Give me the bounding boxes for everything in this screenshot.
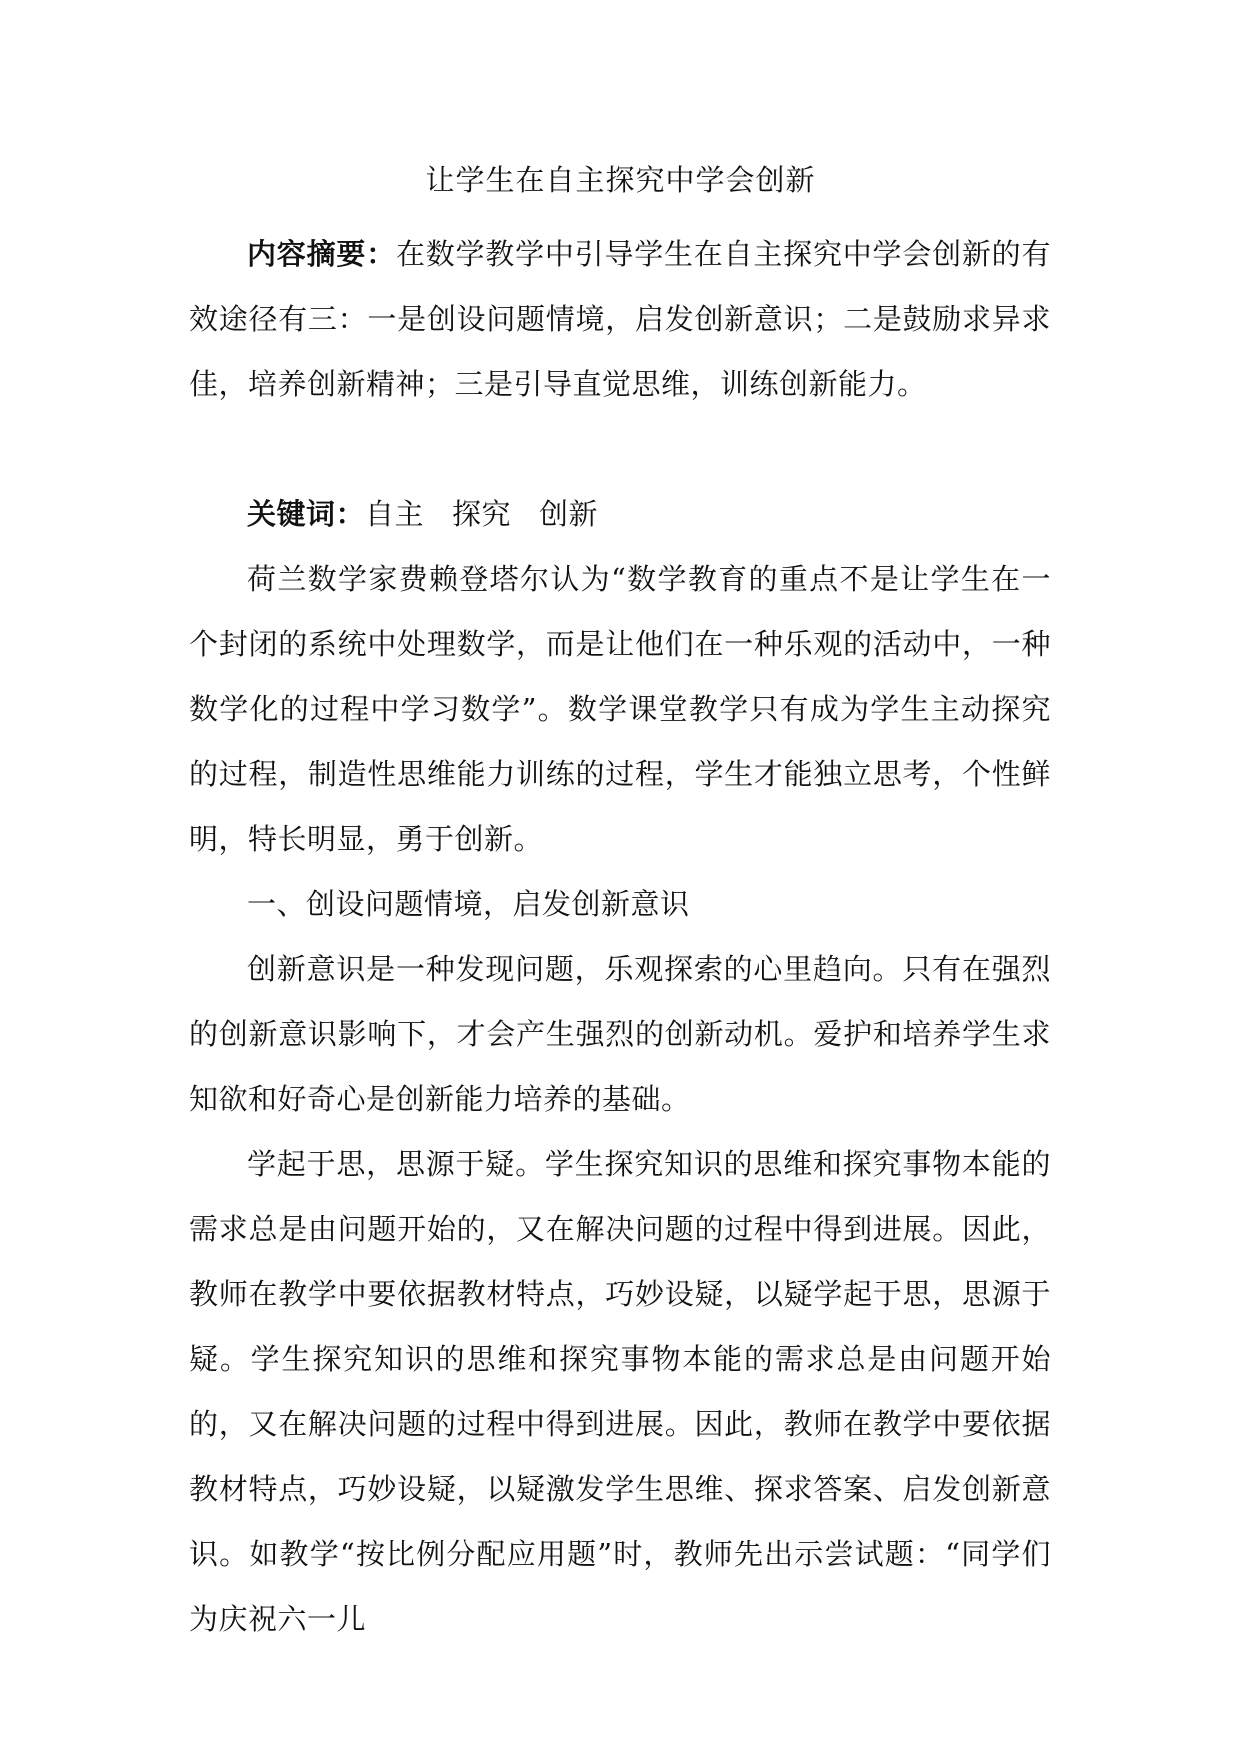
keyword-item: 自主: [365, 497, 425, 531]
keywords-line: [189, 482, 1051, 547]
abstract-label: 内容摘要：: [247, 237, 396, 271]
keyword-item: 探究: [452, 497, 512, 531]
document-body: [189, 222, 1051, 1652]
document-title: 让学生在自主探究中学会创新: [425, 163, 816, 197]
keyword-item: 创新: [539, 497, 599, 531]
abstract-text: 在数学教学中引导学生在自主探究中学会创新的有效途径有三：一是创设问题情境，启发创新意识；二是鼓励求异求佳，培养创新精神；三是引导直觉思维，训练创新能力。: [189, 237, 1051, 401]
body-paragraph: 创新意识是一种发现问题，乐观探索的心里趋向。只有在强烈的创新意识影响下，才会产生强烈的创新动机。爱护和培养学生求知欲和好奇心是创新能力培养的基础。: [189, 952, 1051, 1116]
keywords-label: 关键词：: [247, 497, 366, 531]
body-paragraph: 学起于思，思源于疑。学生探究知识的思维和探究事物本能的需求总是由问题开始的，又在解决问题的过程中得到进展。因此，教师在教学中要依据教材特点，巧妙设疑，以疑学起于思，思源于疑。学生探究知识的思维和探究事物本能的需求总是由问题开始的，又在解决问题的过程中得到进展。因此，教师在教学中要依据教材特点，巧妙设疑，以疑激发学生思维、探求答案、启发创新意识。如教学“按比例分配应用题”时，教师先出示尝试题：“同学们为庆祝六一儿: [189, 1147, 1051, 1636]
body-paragraph: 荷兰数学家费赖登塔尔认为“数学教育的重点不是让学生在一个封闭的系统中处理数学，而是让他们在一种乐观的活动中，一种数学化的过程中学习数学”。数学课堂教学只有成为学生主动探究的过程，制造性思维能力训练的过程，学生才能独立思考，个性鲜明，特长明显，勇于创新。: [189, 562, 1051, 856]
section-heading: 一、创设问题情境，启发创新意识: [247, 887, 690, 921]
abstract-paragraph: [189, 222, 1051, 417]
